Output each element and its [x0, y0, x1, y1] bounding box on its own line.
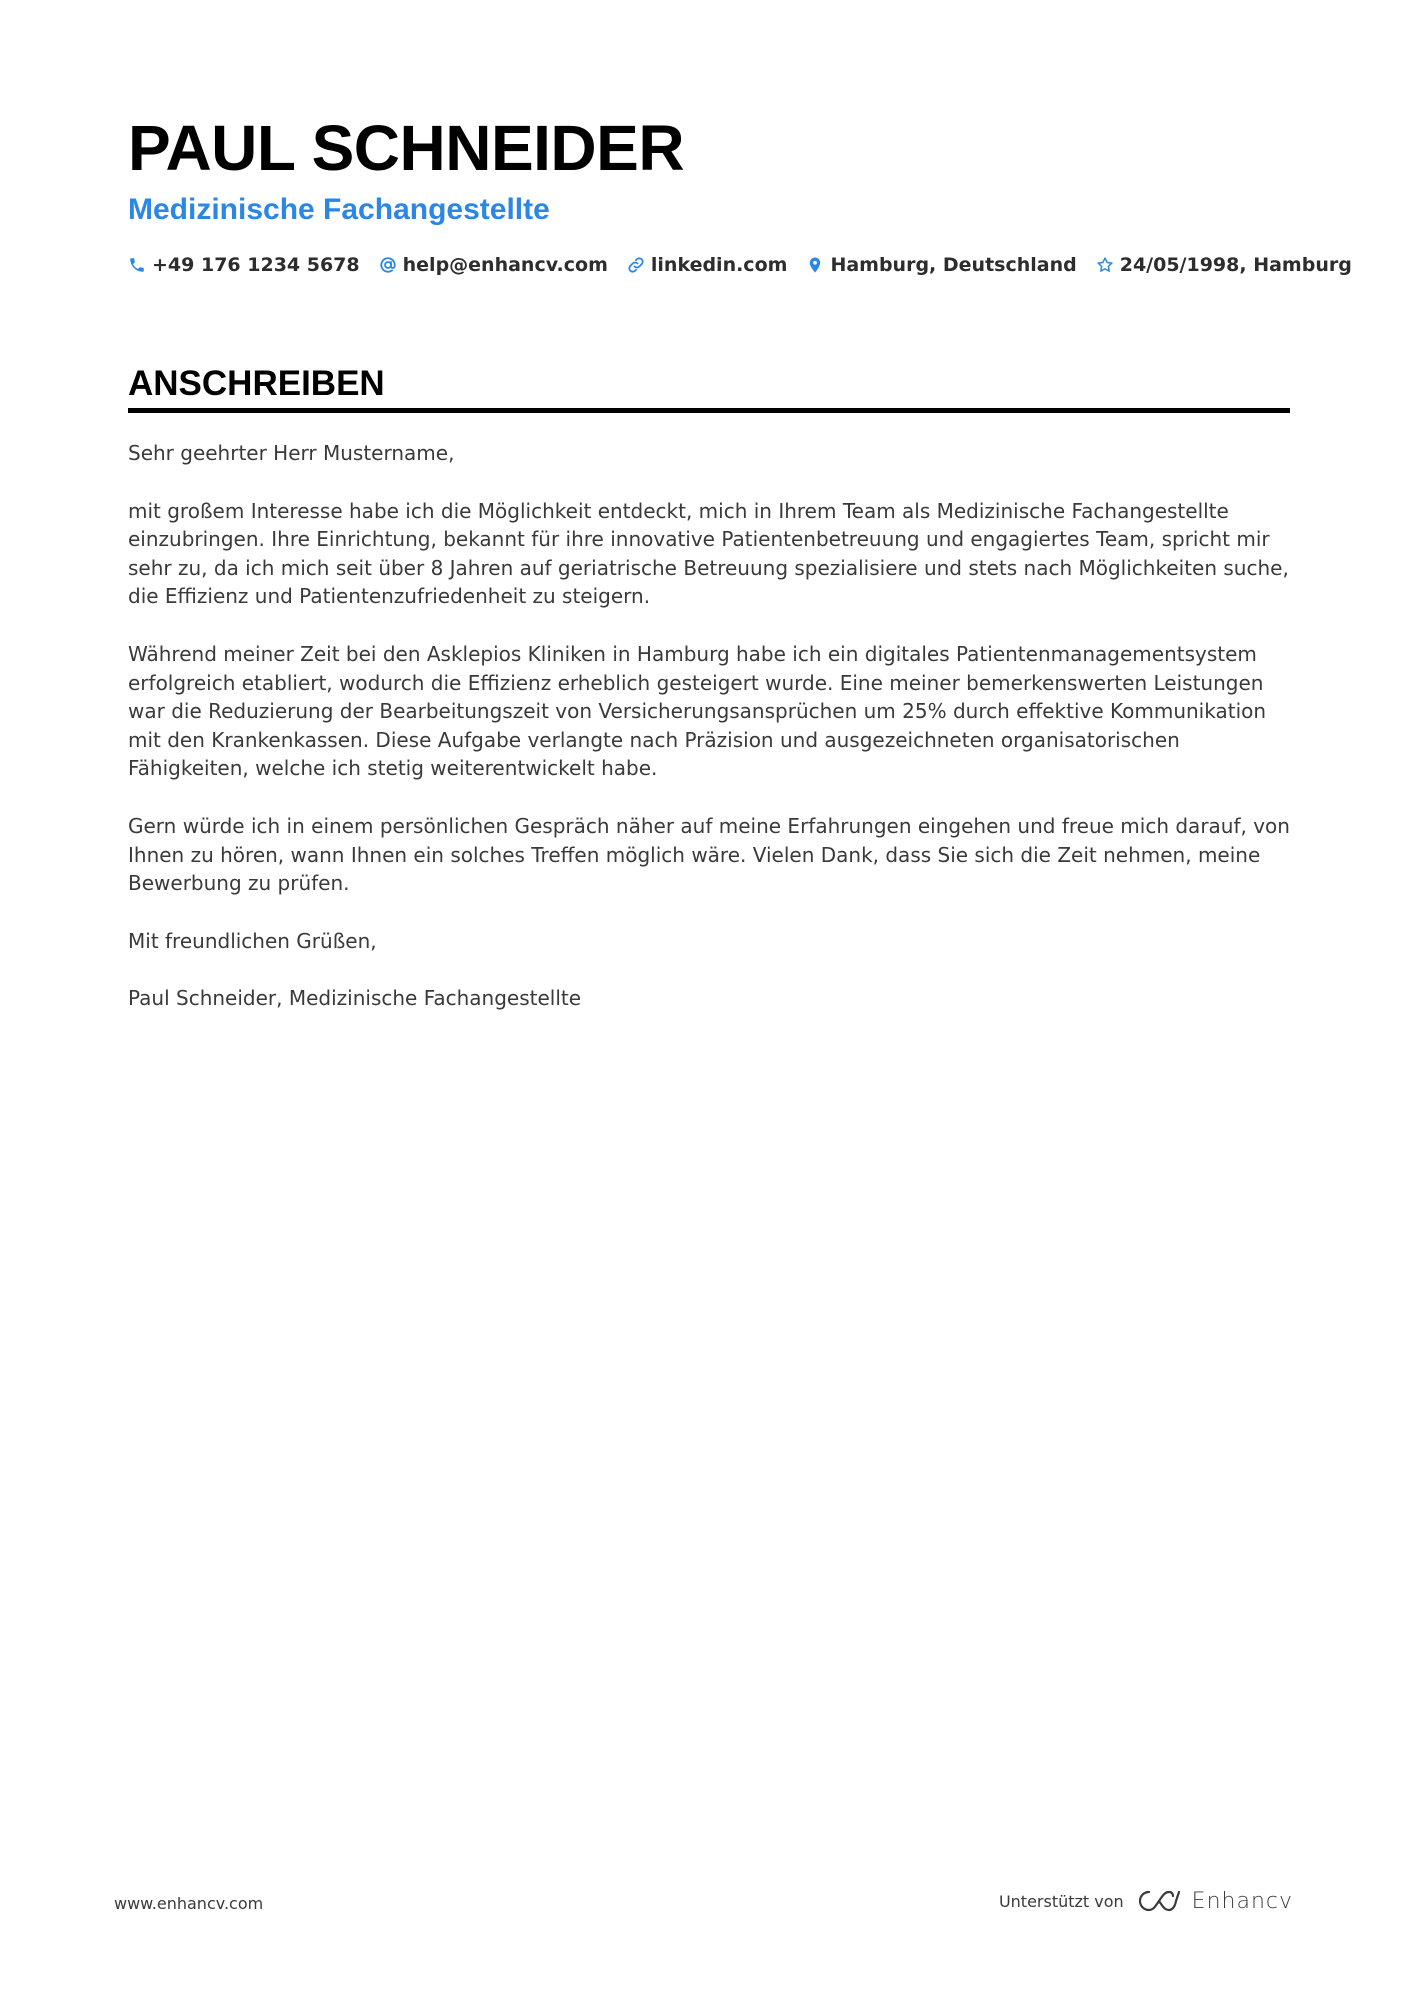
contact-bar [128, 254, 1352, 276]
phone-text: +49 176 1234 5678 [152, 254, 360, 276]
letter-body [128, 439, 1290, 1013]
contact-linkedin[interactable] [627, 254, 788, 276]
letter-paragraph: Während meiner Zeit bei den Asklepios Kliniken in Hamburg habe ich ein digitales Patientenmanagementsystem erfolgreich etabliert, wodurch die Effizienz erheblich gesteigert wurde. Eine meiner bemerkenswerten Leistungen war die Reduzierung der Bearbeitungszeit von Versicherungsansprüchen um 25% durch effektive Kommunikation mit den Krankenkassen. Diese Aufgabe verlangte nach Präzision und ausgezeichneten organisatorischen Fähigkeiten, welche ich stetig weiterentwickelt habe. [128, 641, 1267, 781]
section-title: ANSCHREIBEN [128, 364, 385, 403]
enhancv-logo-icon [1136, 1888, 1182, 1914]
powered-by-text: Unterstützt von [998, 1891, 1124, 1911]
location-text: Hamburg, Deutschland [830, 254, 1077, 276]
star-icon [1096, 256, 1114, 274]
contact-email[interactable] [379, 254, 608, 276]
contact-location [806, 254, 1076, 276]
brand-name: Enhancv [1191, 1888, 1293, 1914]
brand-logo[interactable] [1136, 1888, 1293, 1914]
birth-text: 24/05/1998, Hamburg [1119, 254, 1352, 276]
applicant-name: PAUL SCHNEIDER [128, 112, 685, 184]
salutation: Sehr geehrter Herr Mustername, [128, 441, 455, 465]
footer-branding [999, 1888, 1293, 1914]
email-text: help@enhancv.com [402, 254, 608, 276]
contact-phone[interactable] [128, 254, 360, 276]
job-title: Medizinische Fachangestellte [128, 193, 550, 226]
linkedin-text: linkedin.com [650, 254, 788, 276]
letter-paragraph: Gern würde ich in einem persönlichen Gespräch näher auf meine Erfahrungen eingehen und freue mich darauf, von Ihnen zu hören, wann Ihnen ein solches Treffen möglich wäre. Vielen Dank, dass Sie sich die Zeit nehmen, meine Bewerbung zu prüfen. [128, 813, 1290, 896]
phone-icon [128, 256, 146, 274]
link-icon [627, 256, 645, 274]
closing: Mit freundlichen Grüßen, [128, 928, 377, 953]
signature: Paul Schneider, Medizinische Fachangestellte [128, 986, 582, 1011]
footer-website[interactable]: www.enhancv.com [114, 1894, 264, 1913]
at-icon [379, 256, 397, 274]
location-pin-icon [806, 256, 824, 274]
contact-birth [1096, 254, 1352, 276]
cover-letter-page [128, 110, 1352, 1042]
letter-paragraph: mit großem Interesse habe ich die Möglichkeit entdeckt, mich in Ihrem Team als Medizinische Fachangestellte einzubringen. Ihre Einrichtung, bekannt für ihre innovative Patientenbetreuung und engagiertes Team, spricht mir sehr zu, da ich mich seit über 8 Jahren auf geriatrische Betreuung spezialisiere und stets nach Möglichkeiten suche, die Effizienz und Patientenzufriedenheit zu steigern. [128, 498, 1289, 609]
section-divider [128, 408, 1290, 413]
